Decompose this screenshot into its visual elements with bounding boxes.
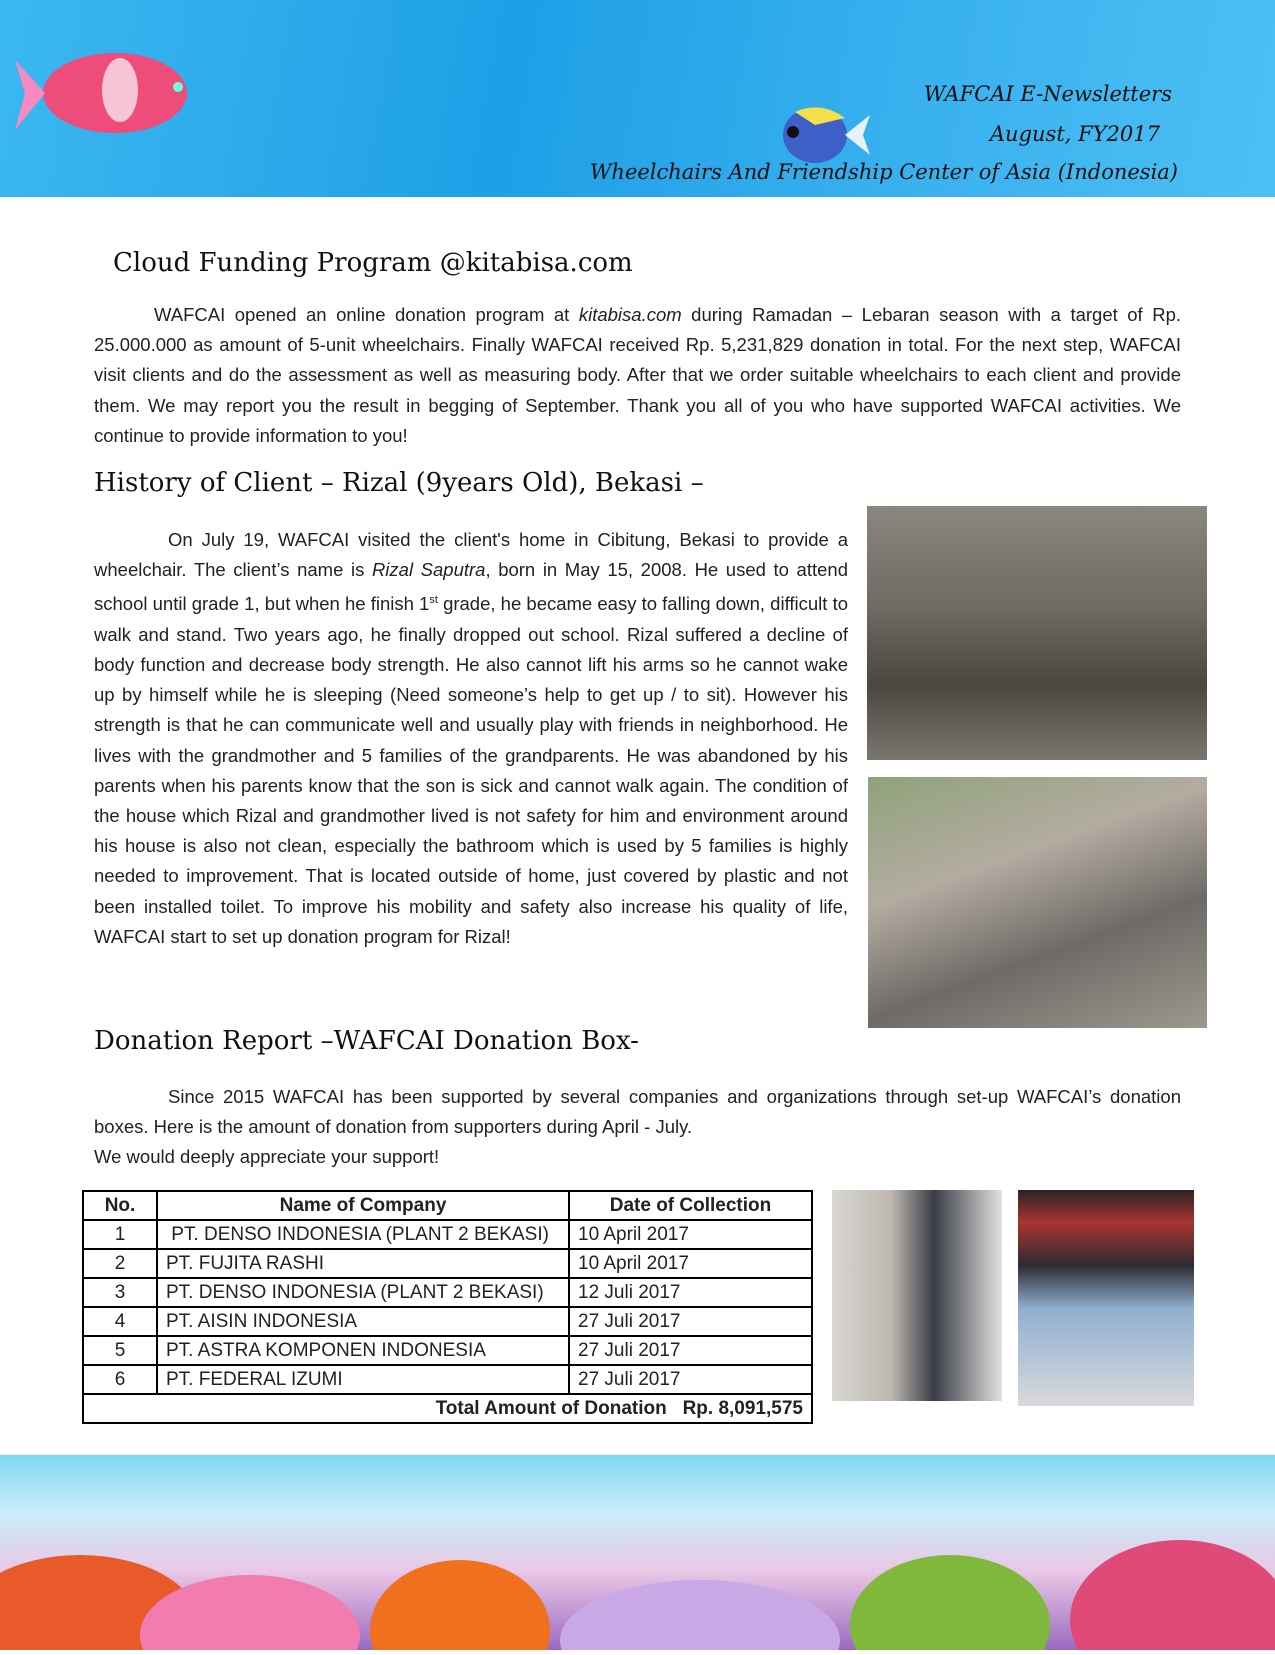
cell: 10 April 2017 — [569, 1249, 812, 1278]
superscript: st — [429, 594, 438, 607]
cell: 27 Juli 2017 — [569, 1365, 812, 1394]
section-heading-client-history: History of Client – Rizal (9years Old), Bekasi – — [94, 468, 704, 498]
total-value: Rp. 8,091,575 — [682, 1397, 803, 1419]
total-row — [83, 1394, 812, 1423]
section-heading-cloud-funding: Cloud Funding Program @kitabisa.com — [113, 248, 633, 278]
total-label: Total Amount of Donation — [435, 1397, 667, 1419]
cell: 4 — [83, 1307, 157, 1336]
donation-paragraph — [94, 1082, 1181, 1142]
photo-donation-handover-1 — [832, 1190, 1002, 1401]
cell: PT. AISIN INDONESIA — [157, 1307, 569, 1336]
cell: 1 — [83, 1220, 157, 1249]
newsletter-date: August, FY2017 — [989, 122, 1160, 146]
cell: PT. DENSO INDONESIA (PLANT 2 BEKASI) — [157, 1278, 569, 1307]
cell: 6 — [83, 1365, 157, 1394]
cell: PT. ASTRA KOMPONEN INDONESIA — [157, 1336, 569, 1365]
cloud-funding-paragraph — [94, 300, 1181, 451]
table-row — [83, 1249, 812, 1278]
cell: PT. DENSO INDONESIA (PLANT 2 BEKASI) — [157, 1220, 569, 1249]
text: Since 2015 WAFCAI has been supported by several companies and organizations through set-up WAFCAI’s donation boxes. Here is the amount of donation from supporters during April - July. — [94, 1086, 1181, 1138]
cell: 5 — [83, 1336, 157, 1365]
column-header: Date of Collection — [569, 1191, 812, 1220]
table-row — [83, 1336, 812, 1365]
appreciation-text: We would deeply appreciate your support! — [94, 1146, 440, 1167]
column-header: No. — [83, 1191, 157, 1220]
footer-coral-banner — [0, 1455, 1275, 1650]
table-header-row — [83, 1191, 812, 1220]
coral-illustration — [0, 1455, 1275, 1650]
table-row — [83, 1307, 812, 1336]
text: WAFCAI opened an online donation program at — [154, 304, 579, 325]
client-history-paragraph — [94, 525, 848, 952]
text: , born in May 15, 2008. He used to attend school until grade 1, but when he finish 1 — [94, 559, 848, 615]
site-name: kitabisa.com — [578, 304, 682, 325]
column-header: Name of Company — [157, 1191, 569, 1220]
photo-client-with-family — [867, 506, 1207, 760]
newsletter-title: WAFCAI E-Newsletters — [923, 82, 1172, 106]
header-banner — [0, 0, 1275, 197]
donation-table — [82, 1190, 813, 1424]
cell: 12 Juli 2017 — [569, 1278, 812, 1307]
photo-donation-handover-2 — [1018, 1190, 1194, 1406]
client-name: Rizal Saputra — [371, 559, 486, 581]
cell: 27 Juli 2017 — [569, 1336, 812, 1365]
section-heading-donation-report: Donation Report –WAFCAI Donation Box- — [94, 1026, 639, 1056]
cell: 3 — [83, 1278, 157, 1307]
cell: 27 Juli 2017 — [569, 1307, 812, 1336]
cell: PT. FEDERAL IZUMI — [157, 1365, 569, 1394]
text: grade, he became easy to falling down, difficult to walk and stand. Two years ago, he finally dropped out school. Rizal suffered a decline of body function and decrease body strength. He also cannot lift his arms so he cannot wake up by himself while he is sleeping (Need someone’s help to get up / to sit). However his strength is that he can communicate well and usually play with friends in neighborhood. He lives with the grandmother and 5 families of the grandparents. He was abandoned by his parents when his parents know that the son is sick and cannot walk again. The condition of the house which Rizal and grandmother lived is not safety for him and environment around his house is also not clean, especially the bathroom which is used by 5 families is highly needed to improvement. That is located outside of home, just covered by plastic and not been installed toilet. To improve his mobility and safety also increase his quality of life, WAFCAI start to set up donation program for Rizal! — [94, 593, 848, 947]
table-row — [83, 1365, 812, 1394]
cell: PT. FUJITA RASHI — [157, 1249, 569, 1278]
pink-fish-icon — [10, 45, 190, 145]
photo-client-house — [868, 777, 1207, 1028]
table-row — [83, 1220, 812, 1249]
organization-name: Wheelchairs And Friendship Center of Asia (Indonesia) — [589, 160, 1178, 184]
table-row — [83, 1278, 812, 1307]
text: On July 19, WAFCAI visited the client's home in Cibitung, Bekasi to provide a wheelchair. The client’s name is — [94, 529, 848, 581]
cell: 2 — [83, 1249, 157, 1278]
text: during Ramadan – Lebaran season with a target of Rp. 25.000.000 as amount of 5-unit wheelchairs. Finally WAFCAI received Rp. 5,231,829 donation in total. For the next step, WAFCAI visit clients and do the assessment as well as measuring body. After that we order suitable wheelchairs to each client and provide them. We may report you the result in begging of September. Thank you all of you who have supported WAFCAI activities. We continue to provide information to you! — [94, 304, 1182, 446]
cell: 10 April 2017 — [569, 1220, 812, 1249]
